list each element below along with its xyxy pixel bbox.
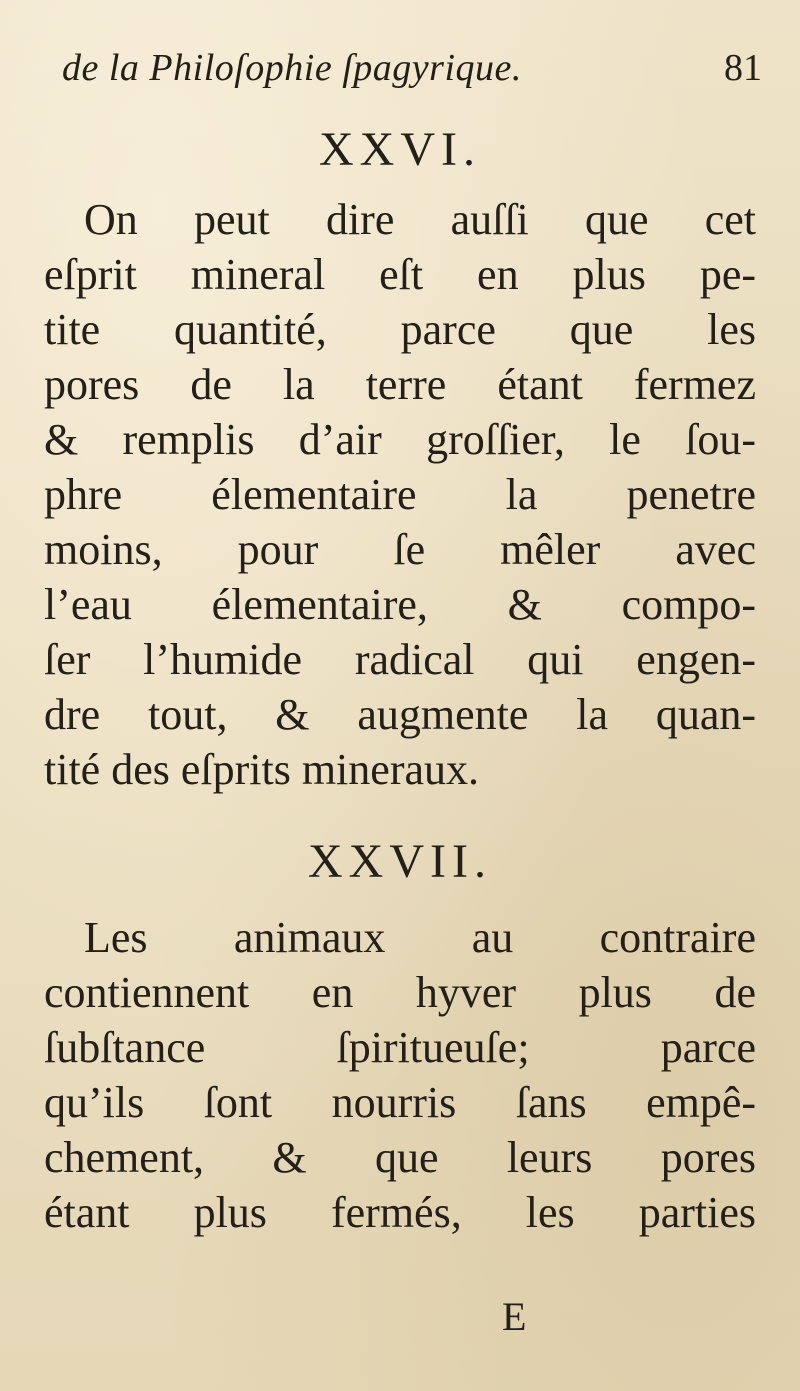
text-line: tité des eſprits mineraux. xyxy=(44,745,479,794)
text-line: moins, pour ſe mêler avec xyxy=(44,525,756,574)
text-line: ſubſtance ſpiritueuſe; parce xyxy=(44,1023,756,1072)
page-number: 81 xyxy=(724,47,762,89)
text-line: phre élementaire la penetre xyxy=(44,470,756,519)
text-line: & remplis d’air groſſier, le ſou- xyxy=(44,415,756,464)
text-line: On peut dire auſſi que cet xyxy=(84,195,756,244)
text-line: l’eau élementaire, & compo- xyxy=(44,580,756,629)
text-line: qu’ils ſont nourris ſans empê- xyxy=(44,1078,756,1127)
paragraph xyxy=(44,910,756,1240)
running-title: de la Philoſophie ſpagyrique. xyxy=(62,47,522,89)
section-heading: XXVI. xyxy=(319,123,481,176)
signature-letter: E xyxy=(502,1294,527,1339)
running-head xyxy=(62,40,762,96)
section-heading: XXVII. xyxy=(308,835,492,888)
text-line: pores de la terre étant fermez xyxy=(44,360,756,409)
text-line: contiennent en hyver plus de xyxy=(44,968,756,1017)
text-line: ſer l’humide radical qui engen- xyxy=(44,635,756,684)
paragraph xyxy=(44,192,756,797)
text-line: étant plus fermés, les parties xyxy=(44,1188,756,1237)
text-line: Les animaux au contraire xyxy=(84,913,756,962)
text-line: dre tout, & augmente la quan- xyxy=(44,690,756,739)
text-line: chement, & que leurs pores xyxy=(44,1133,756,1182)
text-line: eſprit mineral eſt en plus pe- xyxy=(44,250,756,299)
text-line: tite quantité, parce que les xyxy=(44,305,756,354)
